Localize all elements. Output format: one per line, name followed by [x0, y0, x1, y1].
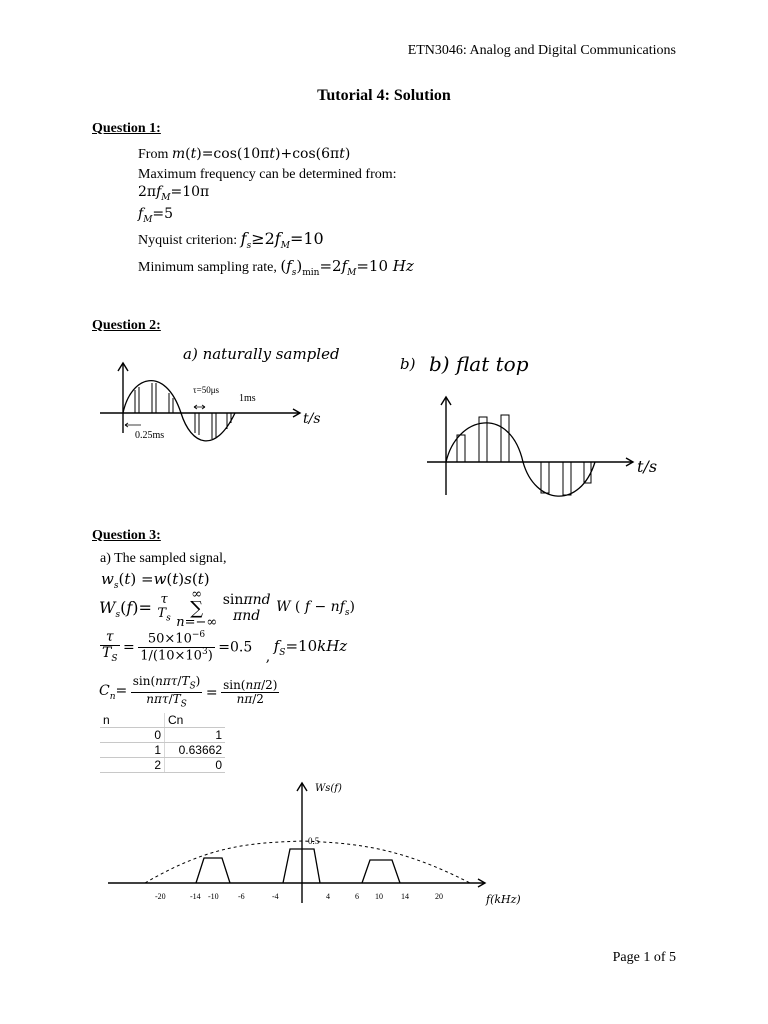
flat-top-sampling-sketch	[395, 345, 695, 505]
spectrum-upper-trapezoid	[362, 860, 400, 883]
spectrum-x-label: f(kHz)	[486, 893, 521, 906]
tick-label: 4	[326, 892, 330, 901]
table-row	[100, 743, 225, 758]
q3-Ws-freq-equation: $W_s(f)=$ τ $T_s$ ∞ ∑ n=−∞ sinπnd πnd W ( $f - nf_s$)	[99, 587, 355, 630]
q3-ws-time-equation: $w_s(t) =w(t)s(t)$	[101, 570, 210, 591]
flat-top-caption: b) flat top	[429, 352, 529, 376]
table-cell-n: 2	[100, 758, 165, 773]
tick-label: 14	[401, 892, 409, 901]
tick-label: -4	[272, 892, 279, 901]
question1-heading: Question 1:	[92, 121, 161, 136]
q1-eq-fm: $f_M=5$	[138, 206, 174, 225]
tick-label: -6	[238, 892, 245, 901]
tick-label: 6	[355, 892, 359, 901]
sketch-b-flat-top-pulses	[457, 415, 591, 495]
spectrum-tick-labels	[155, 892, 443, 901]
spectrum-peak-label: 0.5	[308, 836, 320, 846]
table-row	[100, 758, 225, 773]
q1-min-rate-equation: $(f_s)_{min}=2f_M=10$ Hz	[280, 257, 414, 278]
table-cell-cn: 0	[165, 758, 226, 773]
tick-label: -14	[190, 892, 201, 901]
cn-table-header-cn: Cn	[165, 713, 226, 728]
q1-nyquist-line	[138, 229, 324, 251]
question3-heading: Question 3:	[92, 528, 161, 543]
spectrum-sinc-envelope	[145, 841, 470, 883]
table-cell-n: 1	[100, 743, 165, 758]
tick-label: 20	[435, 892, 443, 901]
sketch-b-sine-wave	[446, 423, 595, 496]
tau-arrow	[194, 405, 205, 409]
natural-sampling-sketch	[95, 335, 385, 450]
tick-label: -20	[155, 892, 166, 901]
table-cell-cn: 1	[165, 728, 226, 743]
q1-nyquist-equation: $f_s\ge 2f_M=10$	[240, 229, 324, 252]
spectrum-y-label: Ws(f)	[315, 783, 342, 794]
q1-min-rate-line	[138, 257, 414, 278]
q3-cn-equation: $C_n=$ $\frac{\sin(n\pi\tau/T_S)}{n\pi\tau/T_S}$ = $\frac{\sin(n\pi/2)}{n\pi/2}$	[99, 674, 278, 710]
page-number: Page 1 of 5	[612, 950, 676, 965]
q3-fs-equation: $f_S=10kHz$	[273, 637, 348, 659]
q1-min-rate-label: Minimum sampling rate,	[138, 260, 277, 275]
q3-ratio-equation: $\frac{\tau}{T_S}$ = $\frac{50\times 10^{-6}}{1/(10\times 10^3)}$ =0.5 , $f_S=10kHz$	[102, 629, 348, 666]
q1-from-label: From	[138, 147, 169, 162]
table-cell-cn: 0.63662	[165, 743, 226, 758]
cn-table-header-row	[100, 713, 225, 728]
spectrum-lower-trapezoid	[196, 858, 230, 883]
tick-label: 10	[375, 892, 383, 901]
period-label: 1ms	[239, 393, 256, 404]
natural-sampling-caption: a) naturally sampled	[183, 345, 340, 363]
cn-table-header-n: n	[100, 713, 165, 728]
quarter-period-label: 0.25ms	[135, 430, 165, 441]
spectrum-sketch	[100, 775, 530, 915]
page-title: Tutorial 4: Solution	[317, 87, 451, 104]
sketch-a-axis-label: t/s	[303, 411, 321, 427]
sketch-b-axis-label: t/s	[637, 457, 658, 476]
table-cell-n: 0	[100, 728, 165, 743]
q3-part-a-text: a) The sampled signal,	[100, 551, 227, 566]
tick-label: -10	[208, 892, 219, 901]
quarter-period-arrow	[125, 423, 141, 427]
q1-max-freq-text: Maximum frequency can be determined from:	[138, 167, 397, 182]
q1-eq-2pifm: $2\pi f_M=10\pi$	[138, 184, 210, 203]
course-header: ETN3046: Analog and Digital Communications	[407, 43, 676, 58]
tau-label: τ=50μs	[193, 385, 220, 395]
table-row	[100, 728, 225, 743]
question2-heading: Question 2:	[92, 318, 161, 333]
q1-from-line	[138, 146, 350, 163]
q1-signal-equation: m(t)=cos(10πt)+cos(6πt)	[171, 146, 351, 162]
cn-table	[100, 713, 225, 773]
q1-nyquist-label: Nyquist criterion:	[138, 233, 238, 248]
flat-top-caption-prefix: b)	[400, 355, 416, 373]
